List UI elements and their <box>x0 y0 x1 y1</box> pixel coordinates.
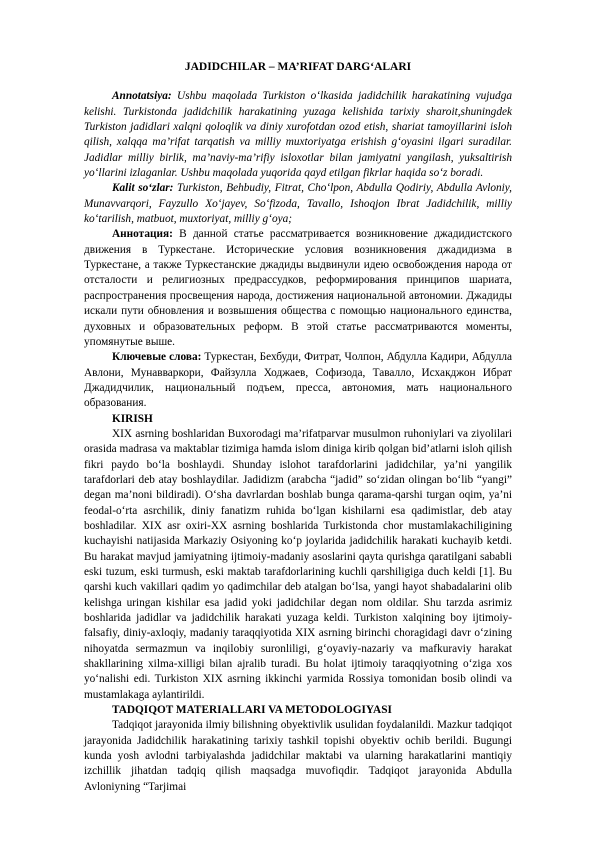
keywords-uz-label: Kalit so‘zlar: <box>112 182 174 195</box>
annotation-uz-text: Ushbu maqolada Turkiston o‘lkasida jadidchilik harakatining vujudga kelishi. Turkistonda jadidchilik harakatining yuzaga kelishida tarixiy sharoit,shuningdek Turkiston jadidlari xalqni qoloqlik va diniy xurofotdan ozod etish, shariat tamoyillarini isloh qilish, xalqqa ma’rifat tarqatish va milliy muxtoriyatga erishish g‘oyasini ilgari suradilar. Jadidlar milliy birlik, ma’naviy-ma’rifiy isloxotlar bilan jamiyatni yangilash, yuksaltirish yo‘llarini izlaganlar. Ushbu maqolada yuqorida qayd etilgan fikrlar haqida so‘z boradi. <box>84 90 512 180</box>
annotation-ru-text: В данной статье рассматривается возникновение джадидистского движения в Туркестане. Исторические условия возникновения джадидизма в Туркестане, а также Туркестанские джадиды выдвинули идею освобождения народа от отсталости и религиозных предрассудков, реформирования принципов шариата, распространения просвещения народа, достижения национальной автономии. Джадиды искали пути обновления и возвышения общества с помощью национального единства, духовных и образовательных реформ. В этой статье рассматриваются моменты, упомянутые выше. <box>84 228 512 348</box>
methods-paragraph: Tadqiqot jarayonida ilmiy bilishning obyektivlik usulidan foydalanildi. Mazkur tadqiqot jarayonida Jadidchilik harakatining tarixiy tashkil topishi obyektiv ochib berildi. Bugungi kunda yosh avlodni tarbiyalashda jadidchilar maktabi va ularning harakatlarini mantiqiy izchillik jihatdan tadqiq qilish maqsadga muvofiqdir. Tadqiqot jarayonida Abdulla Avloniyning “Tarjimai <box>84 719 512 793</box>
keywords-uz-text: Turkiston, Behbudiy, Fitrat, Cho‘lpon, Abdulla Qodiriy, Abdulla Avloniy, Munavvarqori, Fayzullo Xo‘jayev, So‘fizoda, Tavallo, Ishoqjon Ibrat Jadidchilik, milliy ko‘tarilish, matbuot, muxtoriyat, milliy g‘oya; <box>84 182 512 226</box>
keywords-ru <box>84 350 512 411</box>
intro-heading: KIRISH <box>112 412 153 425</box>
annotation-uz <box>84 89 512 181</box>
keywords-uz <box>84 181 512 227</box>
methods-heading: TADQIQOT MATERIALLARI VA METODOLOGIYASI <box>112 704 392 717</box>
keywords-ru-label: Ключевые слова: <box>112 351 202 364</box>
annotation-uz-label: Annotatsiya: <box>112 90 172 103</box>
annotation-ru-label: Аннотация: <box>112 228 173 241</box>
keywords-ru-text: Туркестан, Бехбуди, Фитрат, Чолпон, Абдулла Кадири, Абдулла Авлони, Мунавваркори, Файзулла Ходжаев, Софизода, Тавалло, Исхакджон Ибрат Джадидчилик, национальный подъем, пресса, автономия, мать национального образования. <box>84 351 512 410</box>
intro-paragraph: XIX asrning boshlaridan Buxorodagi ma’rifatparvar musulmon ruhoniylari va ziyolilari orasida madrasa va maktablar tizimiga hamda islom diniga kirib qolgan bid’atlarni isloh qilish fikri paydo bo‘la boshlaydi. Shunday islohot tarafdorlarini jadidchilar, ya’ni yangilik tarafdorlari deb atay boshlaydilar. Jadidizm (arabcha “jadid” so‘zidan olingan bo‘lib “yangi” degan ma’noni bildiradi). O‘sha davrlardan boshlab bunga qarama-qarshi turgan oqim, ya’ni feodal-o‘rta asrchilik, diniy fanatizm ruhida bo‘lgan kishilarni esa qadimistlar, deb atay boshladilar. XIX asr oxiri-XX asrning boshlarida Turkistonda chor mustamlakachiligining kuchayishi natijasida Markaziy Osiyoning ko‘p joylarida jadidchilik harakati kuchayib ketdi. Bu harakat mavjud jamiyatning ijtimoiy-madaniy asoslarini qayta qurishga qaratilgani sababli eski tuzum, eski turmush, eski maktab tarafdorlarining kuchli qarshiligiga duch keldi [1]. Bu qarshi kuch vakillari qadim yo qadimchilar deb atalgan bo‘lsa, yangi hayot shabadalarini olib kelishga uringan kishilar esa jadid yoki jadidchilar degan nom oldilar. Shu tarzda asrimiz boshlarida jadidlar va jadidchilik harakati yuzaga keldi. Turkiston xalqining boy ijtimoiy-falsafiy, diniy-axloqiy, madaniy taraqqiyotida XIX asrning birinchi choragidagi davr o‘zining nihoyatda sermazmun va inqilobiy suronliligi, g‘oyaviy-nazariy va mafkuraviy harakat shakllarining xilma-xilligi bilan ajralib turadi. Bu holat ijtimoiy taraqqiyotning o‘ziga xos yo‘nalishi edi. Turkiston XIX asrning ikkinchi yarmida Rossiya tomonidan bosib olindi va mustamlakaga aylantirildi. <box>84 427 512 701</box>
annotation-ru <box>84 227 512 350</box>
article-title: JADIDCHILAR – MA’RIFAT DARG‘ALARI <box>184 61 412 73</box>
document-page <box>84 56 512 795</box>
